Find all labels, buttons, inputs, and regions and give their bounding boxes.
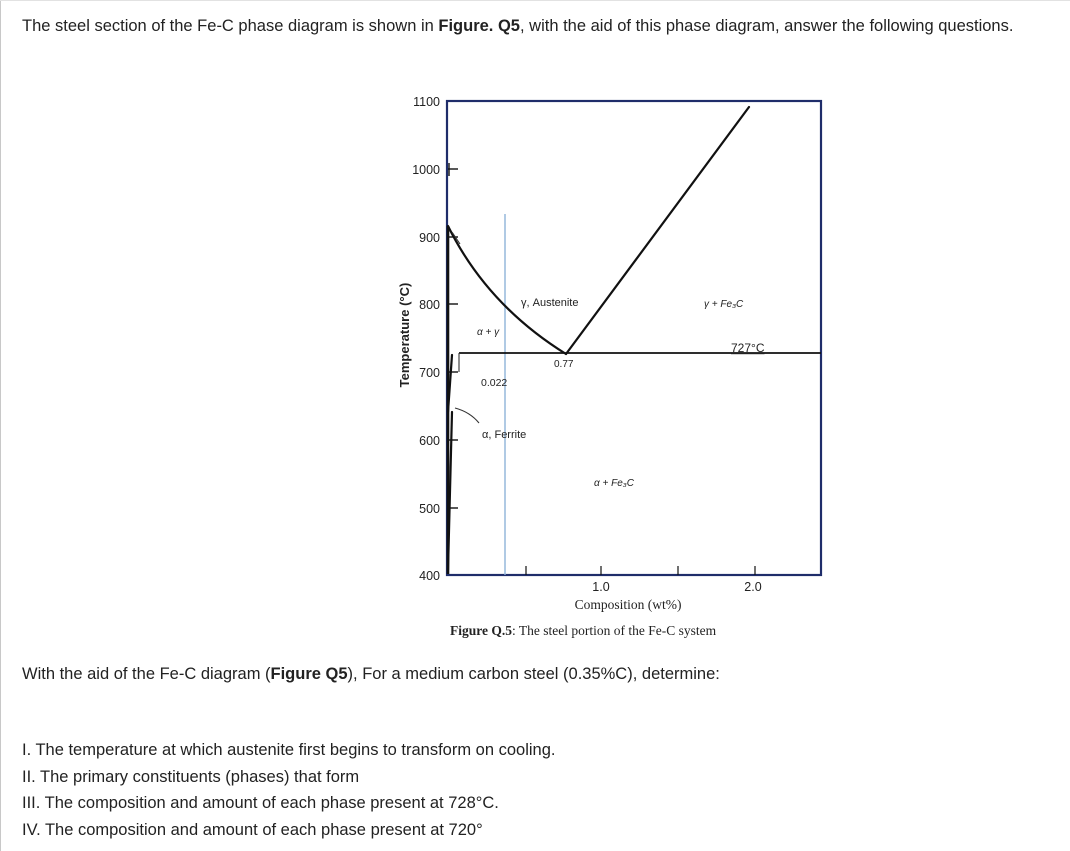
y-tick-900: 900 [419, 231, 440, 245]
x-tick-1-0: 1.0 [592, 580, 610, 594]
region-gamma-cementite: γ + Fe₃C [704, 299, 744, 310]
figure-caption [450, 623, 717, 638]
question-item-1: I. The temperature at which austenite first begins to transform on cooling. [22, 741, 556, 759]
question-item-2: II. The primary constituents (phases) that form [22, 767, 360, 786]
label-ferrite-limit: 0.022 [481, 377, 508, 389]
y-tick-400: 400 [419, 569, 440, 583]
figure-caption-text: : The steel portion of the Fe-C system [512, 623, 717, 638]
y-tick-700: 700 [419, 366, 440, 380]
question-item-3: III. The composition and amount of each phase present at 728°C. [22, 794, 499, 813]
question-list [22, 737, 555, 844]
y-tick-1100: 1100 [413, 95, 440, 109]
y-tick-600: 600 [419, 434, 440, 448]
figure-caption-label: Figure Q.5 [450, 623, 512, 638]
task-text-before: With the aid of the Fe-C diagram ( [22, 665, 271, 683]
x-axis-label: Composition (wt%) [574, 597, 682, 612]
task-figure-ref: Figure Q5 [270, 665, 348, 683]
region-ferrite: α, Ferrite [482, 429, 527, 441]
y-axis-label: Temperature (°C) [397, 282, 412, 388]
plot-frame [447, 101, 821, 575]
region-alpha-gamma: α + γ [477, 327, 500, 338]
acm-boundary-line [566, 107, 749, 354]
y-tick-500: 500 [419, 502, 440, 516]
task-statement [22, 663, 720, 685]
region-alpha-cementite: α + Fe₃C [594, 478, 634, 489]
region-austenite: γ, Austenite [521, 297, 579, 309]
y-tick-1000: 1000 [412, 163, 440, 177]
y-tick-800: 800 [419, 298, 440, 312]
intro-figure-ref: Figure. Q5 [438, 17, 520, 35]
a3-boundary-line [448, 226, 566, 354]
question-item-4: IV. The composition and amount of each phase present at 720° [22, 821, 483, 840]
x-tick-2-0: 2.0 [744, 580, 762, 594]
intro-text-after: , with the aid of this phase diagram, answer the following questions. [520, 17, 1014, 35]
intro-text-before: The steel section of the Fe-C phase diagram is shown in [22, 17, 439, 35]
label-eutectoid-temperature: 727°C [731, 341, 765, 355]
label-eutectoid-composition: 0.77 [554, 359, 574, 370]
task-text-after: ), For a medium carbon steel (0.35%C), determine: [347, 665, 720, 683]
ferrite-bracket-curve [455, 408, 479, 423]
